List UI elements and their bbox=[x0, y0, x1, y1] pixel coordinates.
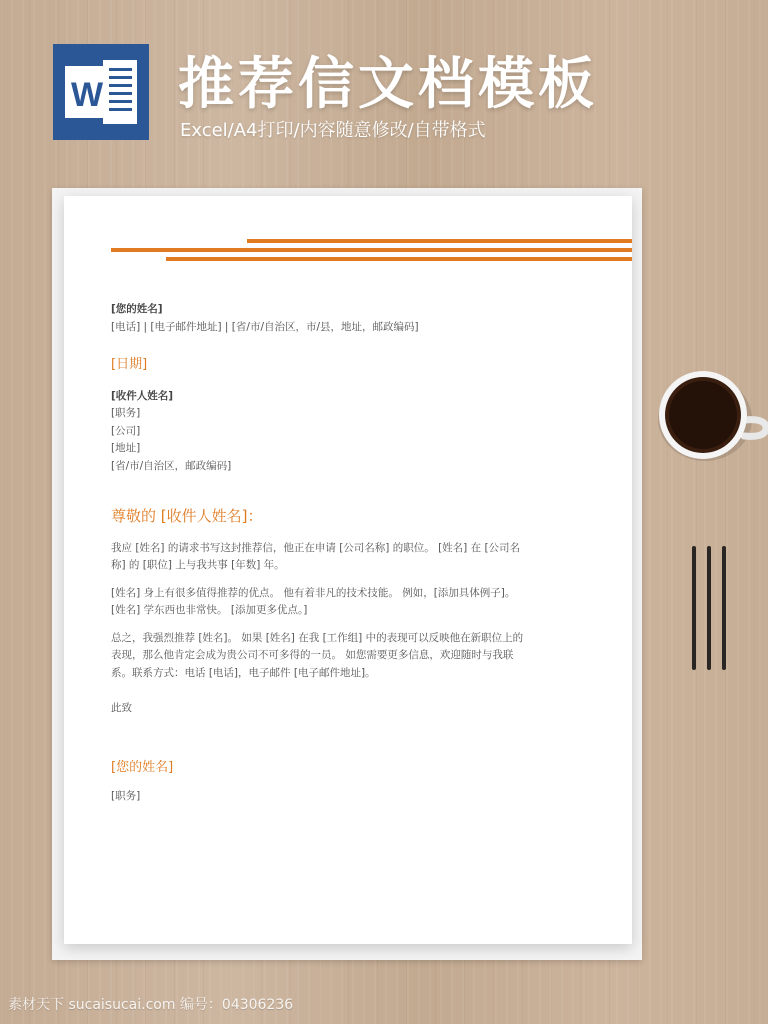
paragraph-2-line-1: [姓名] 身上有很多值得推荐的优点。 他有着非凡的技术技能。 例如，[添加具体例子]。 bbox=[111, 586, 516, 599]
watermark: 素材天下 sucaisucai.com 编号：04306236 bbox=[8, 997, 294, 1013]
closing: 此致 bbox=[111, 702, 132, 714]
greeting: 尊敬的 [收件人姓名]： bbox=[111, 507, 263, 525]
word-logo-letter: W bbox=[70, 76, 104, 114]
signature-name: [您的姓名] bbox=[111, 759, 174, 775]
pen-3 bbox=[722, 546, 726, 670]
recipient-address: [地址] bbox=[111, 442, 141, 454]
header-rule-bottom bbox=[166, 257, 632, 261]
paragraph-1-line-2: 称] 的 [职位] 上与我共事 [年数] 年。 bbox=[111, 559, 285, 571]
sender-contact: [电话] | [电子邮件地址] | [省/市/自治区，市/县，地址，邮政编码] bbox=[111, 320, 419, 333]
page-subtitle: Excel/A4打印/内容随意修改/自带格式 bbox=[180, 120, 486, 141]
recipient-region: [省/市/自治区，邮政编码] bbox=[111, 459, 232, 472]
letter-date: [日期] bbox=[111, 357, 148, 372]
paragraph-3-line-2: 表现，那么他肯定会成为贵公司不可多得的一员。 如您需要更多信息，欢迎随时与我联 bbox=[111, 649, 514, 661]
signature-title: [职务] bbox=[111, 790, 141, 802]
paragraph-3-line-1: 总之，我强烈推荐 [姓名]。 如果 [姓名] 在我 [工作组] 中的表现可以反映他在新职位上的 bbox=[111, 631, 524, 644]
recipient-title: [职务] bbox=[111, 407, 141, 419]
paragraph-1-line-1: 我应 [姓名] 的请求书写这封推荐信，他正在申请 [公司名称] 的职位。 [姓名] 在 [公司名 bbox=[111, 541, 521, 554]
page-title: 推荐信文档模板 bbox=[178, 52, 598, 117]
pen-2 bbox=[707, 546, 711, 670]
coffee-cup-icon bbox=[656, 370, 768, 462]
paragraph-2-line-2: [姓名] 学东西也非常快。 [添加更多优点。] bbox=[111, 604, 308, 616]
header-rule-middle bbox=[111, 248, 632, 252]
sender-name: [您的姓名] bbox=[111, 303, 163, 315]
letter-page bbox=[64, 196, 632, 944]
word-logo-icon bbox=[53, 44, 149, 140]
paragraph-3-line-3: 系。联系方式：电话 [电话]，电子邮件 [电子邮件地址]。 bbox=[111, 666, 376, 679]
letter-body bbox=[111, 301, 571, 806]
recipient-company: [公司] bbox=[111, 424, 141, 437]
header-rule-top bbox=[247, 239, 632, 243]
pen-1 bbox=[692, 546, 696, 670]
recipient-name: [收件人姓名] bbox=[111, 389, 174, 402]
